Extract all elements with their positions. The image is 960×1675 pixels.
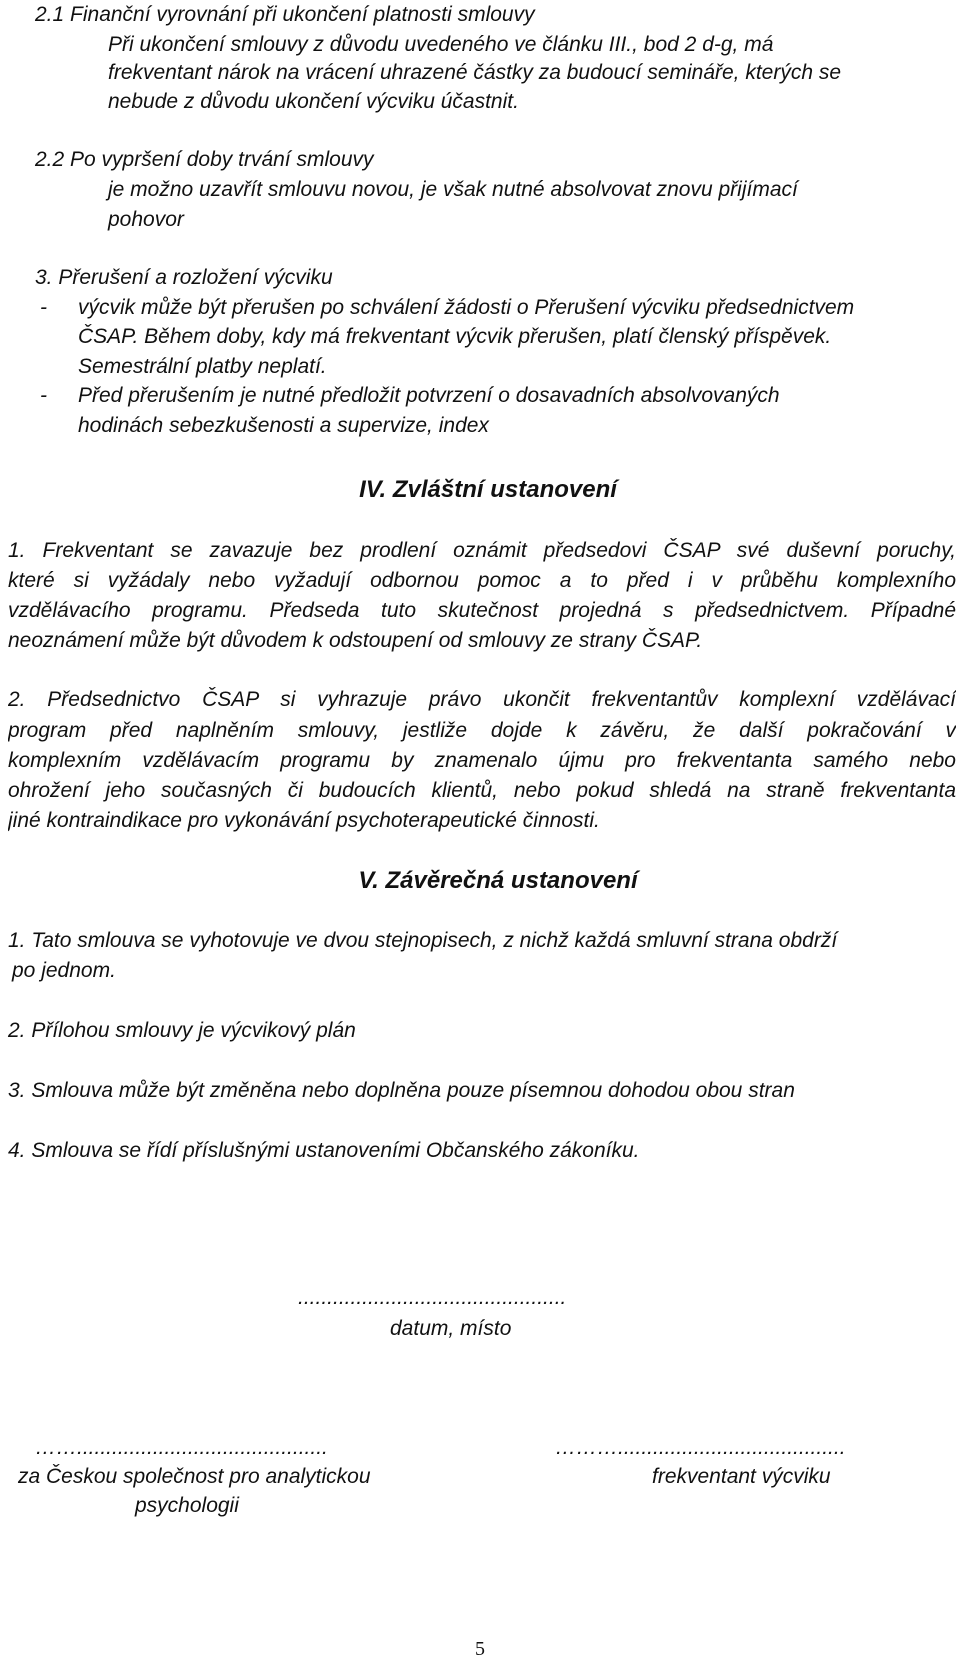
- date-place-label: datum, místo: [390, 1317, 512, 1340]
- article-iv-paragraph-1-line: které si vyžádaly nebo vyžadují odbornou pomoc a to před i v průběhu komplexního: [8, 569, 956, 592]
- section-3-bullet-2-line: Před přerušením je nutné předložit potvrzení o dosavadních absolvovaných: [78, 384, 780, 407]
- subsection-2-2-line: pohovor: [108, 208, 184, 231]
- right-signatory-label: frekventant výcviku: [652, 1465, 831, 1488]
- subsection-2-2-heading: 2.2 Po vypršení doby trvání smlouvy: [35, 148, 374, 171]
- bullet-marker: -: [40, 384, 47, 407]
- article-iv-paragraph-2-line: ohrožení jeho současných či budoucích klientů, nebo pokud shledá na straně frekventanta: [8, 779, 956, 802]
- subsection-2-2-line: je možno uzavřít smlouvu novou, je však nutné absolvovat znovu přijímací: [108, 178, 798, 201]
- subsection-2-1-heading: 2.1 Finanční vyrovnání při ukončení platnosti smlouvy: [35, 3, 535, 26]
- subsection-2-1-line: frekventant nárok na vrácení uhrazené částky za budoucí semináře, kterých se: [108, 61, 842, 84]
- right-signature-line: ……….......................................: [555, 1436, 846, 1459]
- bullet-marker: -: [40, 296, 47, 319]
- article-iv-paragraph-2-line: komplexním vzdělávacím programu by znamenalo újmu pro frekventanta samého nebo: [8, 749, 956, 772]
- section-3-bullet-1-line: ČSAP. Během doby, kdy má frekventant výcvik přerušen, platí členský příspěvek.: [78, 325, 832, 348]
- subsection-2-1-line: nebude z důvodu ukončení výcviku účastnit.: [108, 90, 519, 113]
- article-v-item-3: 3. Smlouva může být změněna nebo doplněna pouze písemnou dohodou obou stran: [8, 1079, 795, 1102]
- left-signatory-label: za Českou společnost pro analytickou: [18, 1465, 371, 1488]
- section-3-bullet-2-line: hodinách sebezkušenosti a supervize, index: [78, 414, 489, 437]
- subsection-2-1-line: Při ukončení smlouvy z důvodu uvedeného ve článku III., bod 2 d-g, má: [108, 33, 774, 56]
- section-3-heading: 3. Přerušení a rozložení výcviku: [35, 266, 333, 289]
- article-iv-paragraph-1-line: neoznámení může být důvodem k odstoupení od smlouvy ze strany ČSAP.: [8, 629, 703, 652]
- article-v-title: V. Závěrečná ustanovení: [358, 867, 638, 894]
- article-iv-paragraph-1-line: vzdělávacího programu. Předseda tuto skutečnost projedná s předsednictvem. Případné: [8, 599, 956, 622]
- article-v-item-1-line: po jednom.: [12, 959, 116, 982]
- section-3-bullet-1-line: výcvik může být přerušen po schválení žádosti o Přerušení výcviku předsednictvem: [78, 296, 855, 319]
- article-iv-paragraph-2-line: 2. Předsednictvo ČSAP si vyhrazuje právo ukončit frekventantův komplexní vzdělávací: [8, 688, 956, 711]
- left-signature-line: ……...........................................: [35, 1436, 328, 1459]
- date-signature-line: ..............................................: [298, 1286, 567, 1309]
- article-v-item-1-line: 1. Tato smlouva se vyhotovuje ve dvou stejnopisech, z nichž každá smluvní strana obdrží: [8, 929, 838, 952]
- article-iv-paragraph-1-line: 1. Frekventant se zavazuje bez prodlení oznámit předsedovi ČSAP své duševní poruchy,: [8, 539, 956, 562]
- article-v-item-2: 2. Přílohou smlouvy je výcvikový plán: [8, 1019, 356, 1042]
- left-signatory-label: psychologii: [135, 1494, 239, 1517]
- article-v-item-4: 4. Smlouva se řídí příslušnými ustanoveními Občanského zákoníku.: [8, 1139, 640, 1162]
- article-iv-paragraph-2-line: jiné kontraindikace pro vykonávání psychoterapeutické činnosti.: [8, 809, 600, 832]
- article-iv-paragraph-2-line: program před naplněním smlouvy, jestliže dojde k závěru, že další pokračování v: [8, 719, 956, 742]
- article-iv-title: IV. Zvláštní ustanovení: [359, 476, 617, 503]
- section-3-bullet-1-line: Semestrální platby neplatí.: [78, 355, 327, 378]
- page-number: 5: [475, 1638, 485, 1660]
